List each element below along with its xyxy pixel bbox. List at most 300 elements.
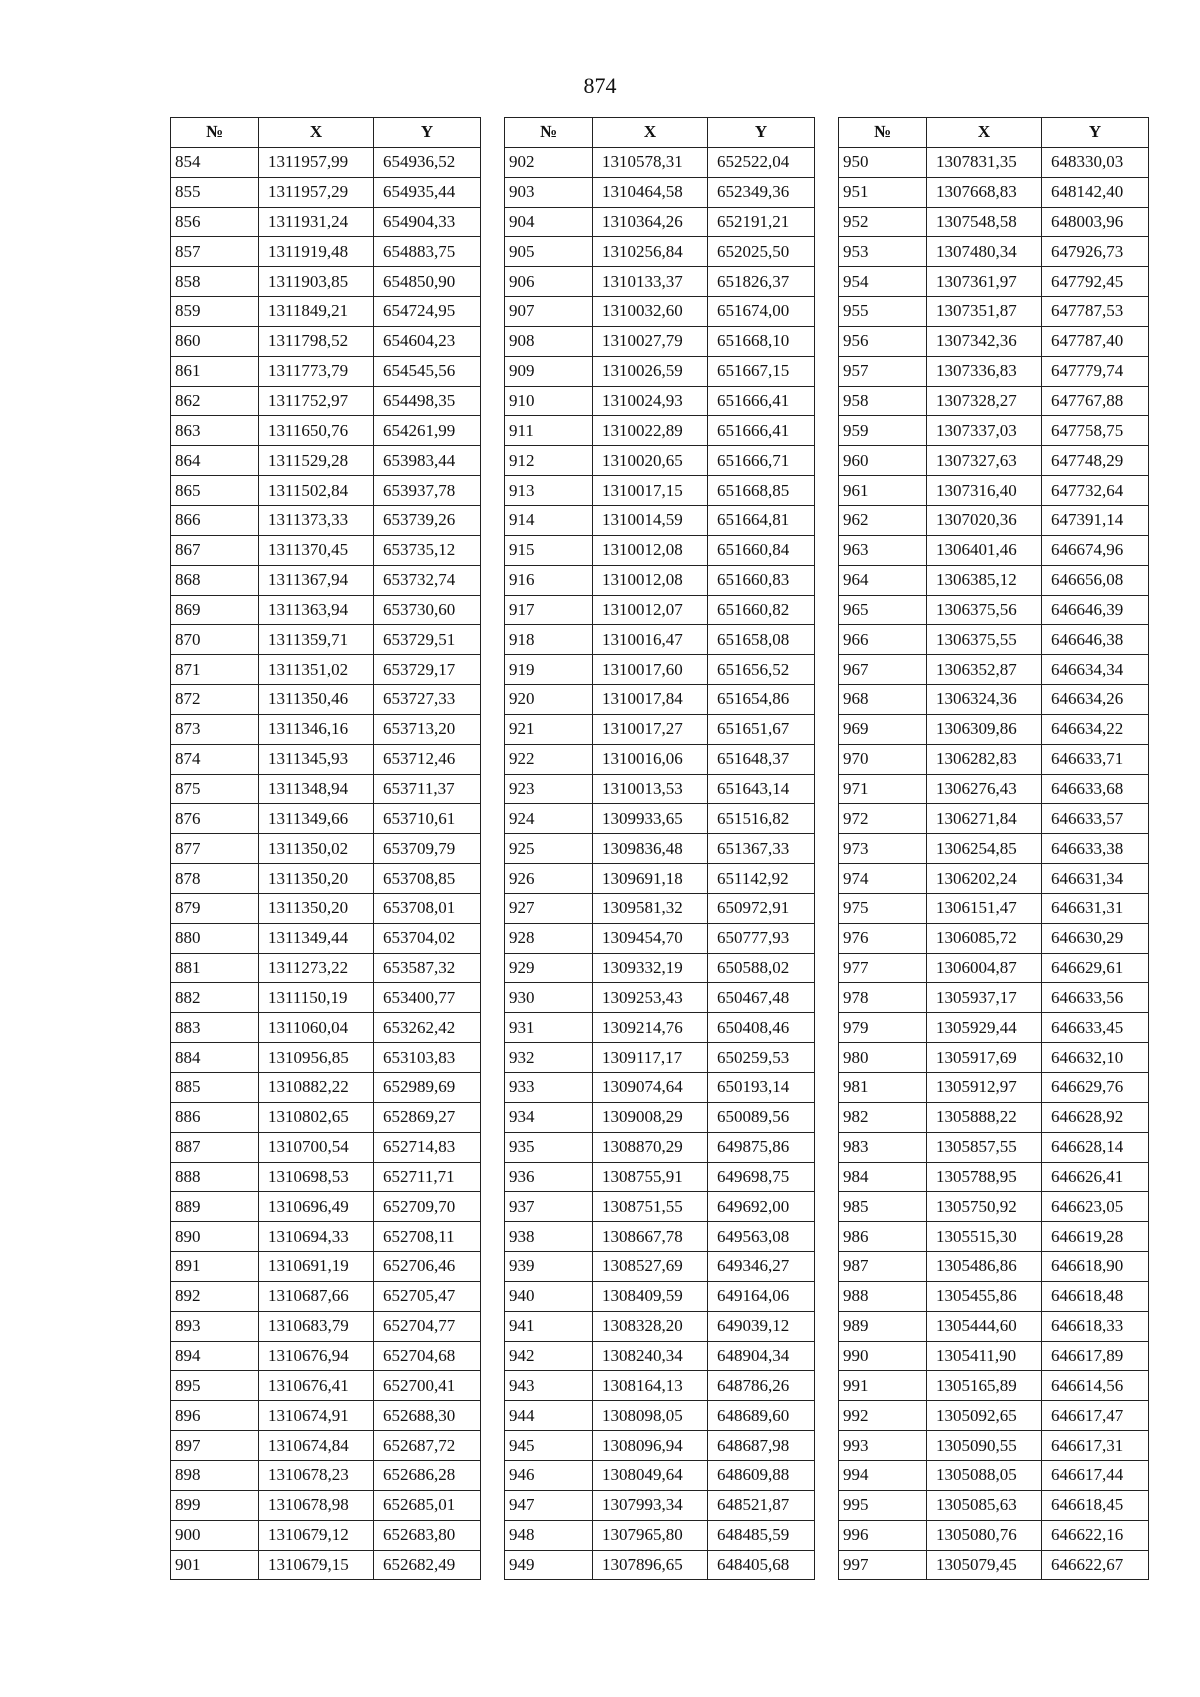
table-row — [171, 893, 481, 923]
x-coordinate-cell: 1310882,22 — [259, 1073, 374, 1103]
point-number-cell: 866 — [171, 505, 259, 535]
y-coordinate-cell: 651664,81 — [708, 505, 815, 535]
point-number-cell: 968 — [839, 685, 927, 715]
point-number-cell: 890 — [171, 1222, 259, 1252]
x-coordinate-cell: 1306309,86 — [927, 714, 1042, 744]
x-coordinate-cell: 1309691,18 — [593, 864, 708, 894]
point-number-cell: 976 — [839, 923, 927, 953]
y-coordinate-cell: 647767,88 — [1042, 386, 1149, 416]
x-coordinate-cell: 1309117,17 — [593, 1043, 708, 1073]
table-row — [505, 1311, 815, 1341]
y-coordinate-cell: 646631,34 — [1042, 864, 1149, 894]
y-coordinate-cell: 654724,95 — [374, 297, 481, 327]
coordinate-table — [504, 117, 815, 1580]
x-coordinate-cell: 1309253,43 — [593, 983, 708, 1013]
table-row — [171, 147, 481, 177]
x-coordinate-cell: 1305788,95 — [927, 1162, 1042, 1192]
x-coordinate-cell: 1311346,16 — [259, 714, 374, 744]
point-number-cell: 930 — [505, 983, 593, 1013]
y-coordinate-cell: 646628,14 — [1042, 1132, 1149, 1162]
point-number-cell: 859 — [171, 297, 259, 327]
y-coordinate-cell: 646634,22 — [1042, 714, 1149, 744]
point-number-cell: 935 — [505, 1132, 593, 1162]
point-number-cell: 958 — [839, 386, 927, 416]
x-coordinate-cell: 1311919,48 — [259, 237, 374, 267]
point-number-cell: 939 — [505, 1252, 593, 1282]
point-number-cell: 957 — [839, 356, 927, 386]
y-coordinate-cell: 649346,27 — [708, 1252, 815, 1282]
point-number-cell: 956 — [839, 326, 927, 356]
table-row — [839, 565, 1149, 595]
column-header-number: № — [839, 118, 927, 148]
y-coordinate-cell: 651667,15 — [708, 356, 815, 386]
x-coordinate-cell: 1308328,20 — [593, 1311, 708, 1341]
table-row — [505, 804, 815, 834]
table-row — [839, 744, 1149, 774]
y-coordinate-cell: 646614,56 — [1042, 1371, 1149, 1401]
y-coordinate-cell: 650193,14 — [708, 1073, 815, 1103]
x-coordinate-cell: 1310020,65 — [593, 446, 708, 476]
y-coordinate-cell: 646646,38 — [1042, 625, 1149, 655]
point-number-cell: 864 — [171, 446, 259, 476]
y-coordinate-cell: 651674,00 — [708, 297, 815, 327]
table-row — [171, 1460, 481, 1490]
y-coordinate-cell: 650089,56 — [708, 1102, 815, 1132]
y-coordinate-cell: 651660,83 — [708, 565, 815, 595]
x-coordinate-cell: 1311957,99 — [259, 147, 374, 177]
point-number-cell: 911 — [505, 416, 593, 446]
coordinate-table — [170, 117, 481, 1580]
x-coordinate-cell: 1310694,33 — [259, 1222, 374, 1252]
y-coordinate-cell: 654604,23 — [374, 326, 481, 356]
table-row — [505, 953, 815, 983]
point-number-cell: 959 — [839, 416, 927, 446]
table-row — [839, 804, 1149, 834]
x-coordinate-cell: 1310012,07 — [593, 595, 708, 625]
x-coordinate-cell: 1310679,12 — [259, 1520, 374, 1550]
table-row — [171, 774, 481, 804]
table-row — [171, 1162, 481, 1192]
y-coordinate-cell: 652682,49 — [374, 1550, 481, 1580]
table-row — [171, 655, 481, 685]
point-number-cell: 895 — [171, 1371, 259, 1401]
point-number-cell: 889 — [171, 1192, 259, 1222]
table-row — [505, 983, 815, 1013]
x-coordinate-cell: 1311350,46 — [259, 685, 374, 715]
table-row — [505, 1043, 815, 1073]
point-number-cell: 885 — [171, 1073, 259, 1103]
x-coordinate-cell: 1311903,85 — [259, 267, 374, 297]
table-row — [505, 1460, 815, 1490]
table-row — [505, 834, 815, 864]
x-coordinate-cell: 1310698,53 — [259, 1162, 374, 1192]
table-row — [171, 1520, 481, 1550]
y-coordinate-cell: 646631,31 — [1042, 893, 1149, 923]
point-number-cell: 989 — [839, 1311, 927, 1341]
point-number-cell: 922 — [505, 744, 593, 774]
y-coordinate-cell: 646622,67 — [1042, 1550, 1149, 1580]
point-number-cell: 923 — [505, 774, 593, 804]
x-coordinate-cell: 1310956,85 — [259, 1043, 374, 1073]
y-coordinate-cell: 649563,08 — [708, 1222, 815, 1252]
table-row — [505, 416, 815, 446]
y-coordinate-cell: 651660,82 — [708, 595, 815, 625]
table-row — [839, 834, 1149, 864]
table-row — [505, 685, 815, 715]
table-row — [839, 655, 1149, 685]
table-row — [171, 1192, 481, 1222]
x-coordinate-cell: 1306254,85 — [927, 834, 1042, 864]
y-coordinate-cell: 647787,53 — [1042, 297, 1149, 327]
table-row — [171, 625, 481, 655]
x-coordinate-cell: 1305080,76 — [927, 1520, 1042, 1550]
point-number-cell: 897 — [171, 1431, 259, 1461]
table-row — [505, 1431, 815, 1461]
point-number-cell: 942 — [505, 1341, 593, 1371]
y-coordinate-cell: 654498,35 — [374, 386, 481, 416]
x-coordinate-cell: 1310696,49 — [259, 1192, 374, 1222]
point-number-cell: 901 — [171, 1550, 259, 1580]
point-number-cell: 882 — [171, 983, 259, 1013]
table-row — [505, 893, 815, 923]
point-number-cell: 896 — [171, 1401, 259, 1431]
point-number-cell: 867 — [171, 535, 259, 565]
x-coordinate-cell: 1307336,83 — [927, 356, 1042, 386]
y-coordinate-cell: 653709,79 — [374, 834, 481, 864]
y-coordinate-cell: 646632,10 — [1042, 1043, 1149, 1073]
y-coordinate-cell: 647792,45 — [1042, 267, 1149, 297]
x-coordinate-cell: 1311849,21 — [259, 297, 374, 327]
column-header-x: X — [259, 118, 374, 148]
x-coordinate-cell: 1307548,58 — [927, 207, 1042, 237]
point-number-cell: 917 — [505, 595, 593, 625]
x-coordinate-cell: 1307831,35 — [927, 147, 1042, 177]
point-number-cell: 883 — [171, 1013, 259, 1043]
table-row — [171, 177, 481, 207]
y-coordinate-cell: 647926,73 — [1042, 237, 1149, 267]
table-row — [171, 1102, 481, 1132]
point-number-cell: 978 — [839, 983, 927, 1013]
table-row — [505, 1162, 815, 1192]
x-coordinate-cell: 1309581,32 — [593, 893, 708, 923]
x-coordinate-cell: 1308870,29 — [593, 1132, 708, 1162]
table-header-row — [171, 118, 481, 148]
x-coordinate-cell: 1307327,63 — [927, 446, 1042, 476]
point-number-cell: 966 — [839, 625, 927, 655]
table-row — [505, 326, 815, 356]
y-coordinate-cell: 646633,57 — [1042, 804, 1149, 834]
x-coordinate-cell: 1310256,84 — [593, 237, 708, 267]
x-coordinate-cell: 1310364,26 — [593, 207, 708, 237]
x-coordinate-cell: 1310674,91 — [259, 1401, 374, 1431]
x-coordinate-cell: 1306282,83 — [927, 744, 1042, 774]
y-coordinate-cell: 647787,40 — [1042, 326, 1149, 356]
y-coordinate-cell: 651826,37 — [708, 267, 815, 297]
table-row — [505, 1013, 815, 1043]
table-row — [171, 1073, 481, 1103]
x-coordinate-cell: 1310014,59 — [593, 505, 708, 535]
y-coordinate-cell: 652686,28 — [374, 1460, 481, 1490]
coordinate-tables — [170, 117, 1150, 1597]
point-number-cell: 940 — [505, 1281, 593, 1311]
x-coordinate-cell: 1308667,78 — [593, 1222, 708, 1252]
y-coordinate-cell: 646618,48 — [1042, 1281, 1149, 1311]
point-number-cell: 912 — [505, 446, 593, 476]
y-coordinate-cell: 646618,45 — [1042, 1490, 1149, 1520]
y-coordinate-cell: 651666,41 — [708, 386, 815, 416]
x-coordinate-cell: 1310026,59 — [593, 356, 708, 386]
table-row — [171, 595, 481, 625]
column-header-number: № — [171, 118, 259, 148]
table-row — [171, 1341, 481, 1371]
y-coordinate-cell: 646633,38 — [1042, 834, 1149, 864]
table-row — [171, 237, 481, 267]
x-coordinate-cell: 1305411,90 — [927, 1341, 1042, 1371]
table-row — [171, 1281, 481, 1311]
y-coordinate-cell: 649164,06 — [708, 1281, 815, 1311]
table-row — [171, 207, 481, 237]
point-number-cell: 931 — [505, 1013, 593, 1043]
x-coordinate-cell: 1309008,29 — [593, 1102, 708, 1132]
point-number-cell: 994 — [839, 1460, 927, 1490]
x-coordinate-cell: 1311351,02 — [259, 655, 374, 685]
table-row — [839, 177, 1149, 207]
y-coordinate-cell: 652714,83 — [374, 1132, 481, 1162]
point-number-cell: 984 — [839, 1162, 927, 1192]
table-row — [839, 714, 1149, 744]
table-row — [505, 177, 815, 207]
coordinate-table — [838, 117, 1149, 1580]
table-row — [839, 1401, 1149, 1431]
point-number-cell: 865 — [171, 476, 259, 506]
table-row — [839, 416, 1149, 446]
table-row — [505, 476, 815, 506]
point-number-cell: 969 — [839, 714, 927, 744]
table-row — [839, 1102, 1149, 1132]
x-coordinate-cell: 1307316,40 — [927, 476, 1042, 506]
y-coordinate-cell: 651648,37 — [708, 744, 815, 774]
table-row — [839, 1341, 1149, 1371]
point-number-cell: 875 — [171, 774, 259, 804]
table-row — [839, 535, 1149, 565]
x-coordinate-cell: 1310802,65 — [259, 1102, 374, 1132]
y-coordinate-cell: 646656,08 — [1042, 565, 1149, 595]
y-coordinate-cell: 646618,90 — [1042, 1252, 1149, 1282]
x-coordinate-cell: 1307342,36 — [927, 326, 1042, 356]
y-coordinate-cell: 651516,82 — [708, 804, 815, 834]
x-coordinate-cell: 1306401,46 — [927, 535, 1042, 565]
y-coordinate-cell: 651666,41 — [708, 416, 815, 446]
point-number-cell: 857 — [171, 237, 259, 267]
point-number-cell: 947 — [505, 1490, 593, 1520]
y-coordinate-cell: 648904,34 — [708, 1341, 815, 1371]
x-coordinate-cell: 1307993,34 — [593, 1490, 708, 1520]
y-coordinate-cell: 652683,80 — [374, 1520, 481, 1550]
y-coordinate-cell: 651643,14 — [708, 774, 815, 804]
y-coordinate-cell: 648405,68 — [708, 1550, 815, 1580]
table-row — [171, 804, 481, 834]
point-number-cell: 929 — [505, 953, 593, 983]
table-row — [505, 147, 815, 177]
point-number-cell: 944 — [505, 1401, 593, 1431]
x-coordinate-cell: 1305750,92 — [927, 1192, 1042, 1222]
point-number-cell: 987 — [839, 1252, 927, 1282]
table-row — [505, 1073, 815, 1103]
y-coordinate-cell: 653739,26 — [374, 505, 481, 535]
y-coordinate-cell: 653732,74 — [374, 565, 481, 595]
table-row — [171, 1490, 481, 1520]
table-row — [839, 923, 1149, 953]
x-coordinate-cell: 1306151,47 — [927, 893, 1042, 923]
y-coordinate-cell: 652706,46 — [374, 1252, 481, 1282]
y-coordinate-cell: 652704,68 — [374, 1341, 481, 1371]
y-coordinate-cell: 653711,37 — [374, 774, 481, 804]
x-coordinate-cell: 1309332,19 — [593, 953, 708, 983]
y-coordinate-cell: 651367,33 — [708, 834, 815, 864]
table-row — [171, 714, 481, 744]
point-number-cell: 869 — [171, 595, 259, 625]
table-row — [171, 416, 481, 446]
table-row — [505, 1401, 815, 1431]
x-coordinate-cell: 1310700,54 — [259, 1132, 374, 1162]
point-number-cell: 907 — [505, 297, 593, 327]
table-row — [839, 1192, 1149, 1222]
table-row — [505, 1222, 815, 1252]
x-coordinate-cell: 1310017,15 — [593, 476, 708, 506]
point-number-cell: 887 — [171, 1132, 259, 1162]
x-coordinate-cell: 1307351,87 — [927, 297, 1042, 327]
x-coordinate-cell: 1309454,70 — [593, 923, 708, 953]
point-number-cell: 858 — [171, 267, 259, 297]
table-row — [839, 1550, 1149, 1580]
table-row — [171, 1043, 481, 1073]
x-coordinate-cell: 1311345,93 — [259, 744, 374, 774]
x-coordinate-cell: 1307361,97 — [927, 267, 1042, 297]
y-coordinate-cell: 647748,29 — [1042, 446, 1149, 476]
y-coordinate-cell: 646619,28 — [1042, 1222, 1149, 1252]
table-row — [839, 505, 1149, 535]
x-coordinate-cell: 1308164,13 — [593, 1371, 708, 1401]
column-header-x: X — [927, 118, 1042, 148]
table-row — [505, 356, 815, 386]
table-row — [171, 476, 481, 506]
point-number-cell: 946 — [505, 1460, 593, 1490]
y-coordinate-cell: 654936,52 — [374, 147, 481, 177]
y-coordinate-cell: 646646,39 — [1042, 595, 1149, 625]
y-coordinate-cell: 652025,50 — [708, 237, 815, 267]
point-number-cell: 970 — [839, 744, 927, 774]
table-row — [171, 535, 481, 565]
y-coordinate-cell: 653937,78 — [374, 476, 481, 506]
y-coordinate-cell: 654545,56 — [374, 356, 481, 386]
x-coordinate-cell: 1311931,24 — [259, 207, 374, 237]
y-coordinate-cell: 647758,75 — [1042, 416, 1149, 446]
table-row — [171, 685, 481, 715]
table-row — [839, 953, 1149, 983]
x-coordinate-cell: 1307668,83 — [927, 177, 1042, 207]
table-row — [505, 446, 815, 476]
x-coordinate-cell: 1307896,65 — [593, 1550, 708, 1580]
y-coordinate-cell: 650408,46 — [708, 1013, 815, 1043]
point-number-cell: 975 — [839, 893, 927, 923]
y-coordinate-cell: 652711,71 — [374, 1162, 481, 1192]
point-number-cell: 909 — [505, 356, 593, 386]
y-coordinate-cell: 653730,60 — [374, 595, 481, 625]
y-coordinate-cell: 652869,27 — [374, 1102, 481, 1132]
table-row — [839, 356, 1149, 386]
y-coordinate-cell: 651651,67 — [708, 714, 815, 744]
x-coordinate-cell: 1306385,12 — [927, 565, 1042, 595]
table-row — [505, 1192, 815, 1222]
y-coordinate-cell: 649698,75 — [708, 1162, 815, 1192]
x-coordinate-cell: 1305165,89 — [927, 1371, 1042, 1401]
point-number-cell: 879 — [171, 893, 259, 923]
x-coordinate-cell: 1307337,03 — [927, 416, 1042, 446]
x-coordinate-cell: 1311348,94 — [259, 774, 374, 804]
y-coordinate-cell: 646633,71 — [1042, 744, 1149, 774]
point-number-cell: 877 — [171, 834, 259, 864]
x-coordinate-cell: 1306375,56 — [927, 595, 1042, 625]
point-number-cell: 906 — [505, 267, 593, 297]
point-number-cell: 928 — [505, 923, 593, 953]
x-coordinate-cell: 1306276,43 — [927, 774, 1042, 804]
x-coordinate-cell: 1310012,08 — [593, 535, 708, 565]
table-row — [171, 565, 481, 595]
x-coordinate-cell: 1309836,48 — [593, 834, 708, 864]
table-row — [839, 1431, 1149, 1461]
x-coordinate-cell: 1310678,98 — [259, 1490, 374, 1520]
point-number-cell: 995 — [839, 1490, 927, 1520]
x-coordinate-cell: 1310679,15 — [259, 1550, 374, 1580]
point-number-cell: 950 — [839, 147, 927, 177]
table-header-row — [839, 118, 1149, 148]
x-coordinate-cell: 1311350,02 — [259, 834, 374, 864]
table-row — [505, 505, 815, 535]
table-row — [171, 297, 481, 327]
y-coordinate-cell: 653587,32 — [374, 953, 481, 983]
y-coordinate-cell: 654261,99 — [374, 416, 481, 446]
table-row — [839, 476, 1149, 506]
x-coordinate-cell: 1305079,45 — [927, 1550, 1042, 1580]
point-number-cell: 937 — [505, 1192, 593, 1222]
column-header-number: № — [505, 118, 593, 148]
point-number-cell: 932 — [505, 1043, 593, 1073]
table-row — [839, 1460, 1149, 1490]
y-coordinate-cell: 651142,92 — [708, 864, 815, 894]
point-number-cell: 996 — [839, 1520, 927, 1550]
x-coordinate-cell: 1305085,63 — [927, 1490, 1042, 1520]
x-coordinate-cell: 1310676,94 — [259, 1341, 374, 1371]
table-body — [505, 147, 815, 1580]
table-row — [505, 535, 815, 565]
x-coordinate-cell: 1307020,36 — [927, 505, 1042, 535]
y-coordinate-cell: 648687,98 — [708, 1431, 815, 1461]
y-coordinate-cell: 651654,86 — [708, 685, 815, 715]
point-number-cell: 965 — [839, 595, 927, 625]
y-coordinate-cell: 652704,77 — [374, 1311, 481, 1341]
table-body — [839, 147, 1149, 1580]
point-number-cell: 913 — [505, 476, 593, 506]
y-coordinate-cell: 650588,02 — [708, 953, 815, 983]
x-coordinate-cell: 1310022,89 — [593, 416, 708, 446]
table-row — [171, 1371, 481, 1401]
point-number-cell: 997 — [839, 1550, 927, 1580]
x-coordinate-cell: 1310012,08 — [593, 565, 708, 595]
table-row — [505, 625, 815, 655]
point-number-cell: 921 — [505, 714, 593, 744]
x-coordinate-cell: 1305929,44 — [927, 1013, 1042, 1043]
table-row — [505, 864, 815, 894]
